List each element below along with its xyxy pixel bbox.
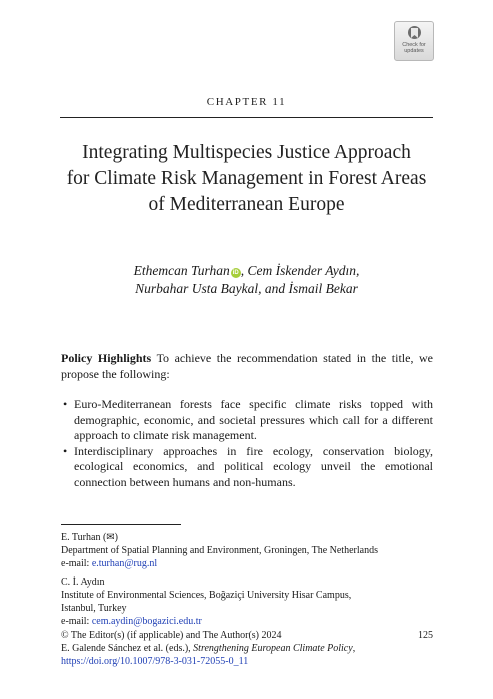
- author-1-affiliation: Department of Spatial Planning and Environment, Groningen, The Netherlands: [61, 545, 378, 556]
- copyright-line: © The Editor(s) (if applicable) and The Author(s) 2024: [61, 630, 282, 641]
- author-1-email-label: e-mail:: [61, 558, 92, 569]
- header-rule: [60, 117, 433, 118]
- copyright-block: [61, 629, 433, 668]
- policy-highlights: [61, 351, 433, 382]
- doi-link[interactable]: https://doi.org/10.1007/978-3-031-72055-0_11: [61, 656, 249, 667]
- title-line-1: Integrating Multispecies Justice Approach: [82, 142, 411, 163]
- footnote-author-2: [61, 576, 433, 628]
- list-item: [61, 397, 433, 444]
- title-line-3: of Mediterranean Europe: [148, 194, 345, 215]
- bookmark-icon: [407, 25, 422, 42]
- policy-text: To achieve the recommendation stated in the title, we propose the following:: [61, 351, 433, 381]
- list-item: [61, 444, 433, 491]
- author-2-email-link[interactable]: cem.aydin@bogazici.edu.tr: [91, 616, 202, 627]
- authors-line-2: Nurbahar Usta Baykal, and İsmail Bekar: [135, 281, 358, 296]
- title-line-2: for Climate Risk Management in Forest Areas: [66, 168, 427, 189]
- author-2-email-label: e-mail:: [61, 616, 92, 627]
- bullet-icon: •: [63, 443, 68, 458]
- editors-prefix: E. Galende Sánchez et al. (eds.),: [61, 643, 194, 654]
- author-list: [40, 262, 453, 298]
- check-for-updates-badge[interactable]: [394, 21, 434, 61]
- footnote-author-1: [61, 531, 433, 570]
- authors-rest-line-1: , Cem İskender Aydın,: [240, 263, 360, 278]
- badge-line-1: Check for: [402, 42, 426, 48]
- chapter-label: CHAPTER 11: [206, 96, 287, 108]
- badge-line-2: updates: [404, 48, 424, 54]
- author-1-name: E. Turhan (✉): [61, 532, 118, 543]
- highlight-list: [61, 397, 433, 490]
- bullet-icon: •: [63, 397, 68, 411]
- page-number: 125: [418, 630, 433, 641]
- chapter-title: [40, 140, 453, 218]
- author-2-affiliation-line-1: Institute of Environmental Sciences, Boğaziçi University Hisar Campus,: [61, 590, 352, 601]
- editors-suffix: ,: [352, 643, 356, 654]
- author-first: Ethemcan Turhan: [133, 263, 230, 278]
- author-2-name: C. İ. Aydın: [61, 577, 105, 588]
- policy-heading: Policy Highlights: [61, 351, 152, 365]
- bullet-text-1: Euro-Mediterranean forests face specific climate risks topped with demographic, economic, and societal pressures which call for a different approach to climate risk management.: [74, 397, 433, 442]
- author-1-email-link[interactable]: e.turhan@rug.nl: [91, 558, 158, 569]
- book-title: Strengthening European Climate Policy: [193, 643, 353, 654]
- orcid-icon[interactable]: iD: [232, 270, 239, 276]
- footnote-rule: [61, 524, 181, 525]
- author-2-affiliation-line-2: Istanbul, Turkey: [61, 603, 127, 614]
- bullet-text-2: Interdisciplinary approaches in fire ecology, conservation biology, ecological economics, and political ecology unveil the emotional connection between humans and non-humans.: [74, 443, 433, 489]
